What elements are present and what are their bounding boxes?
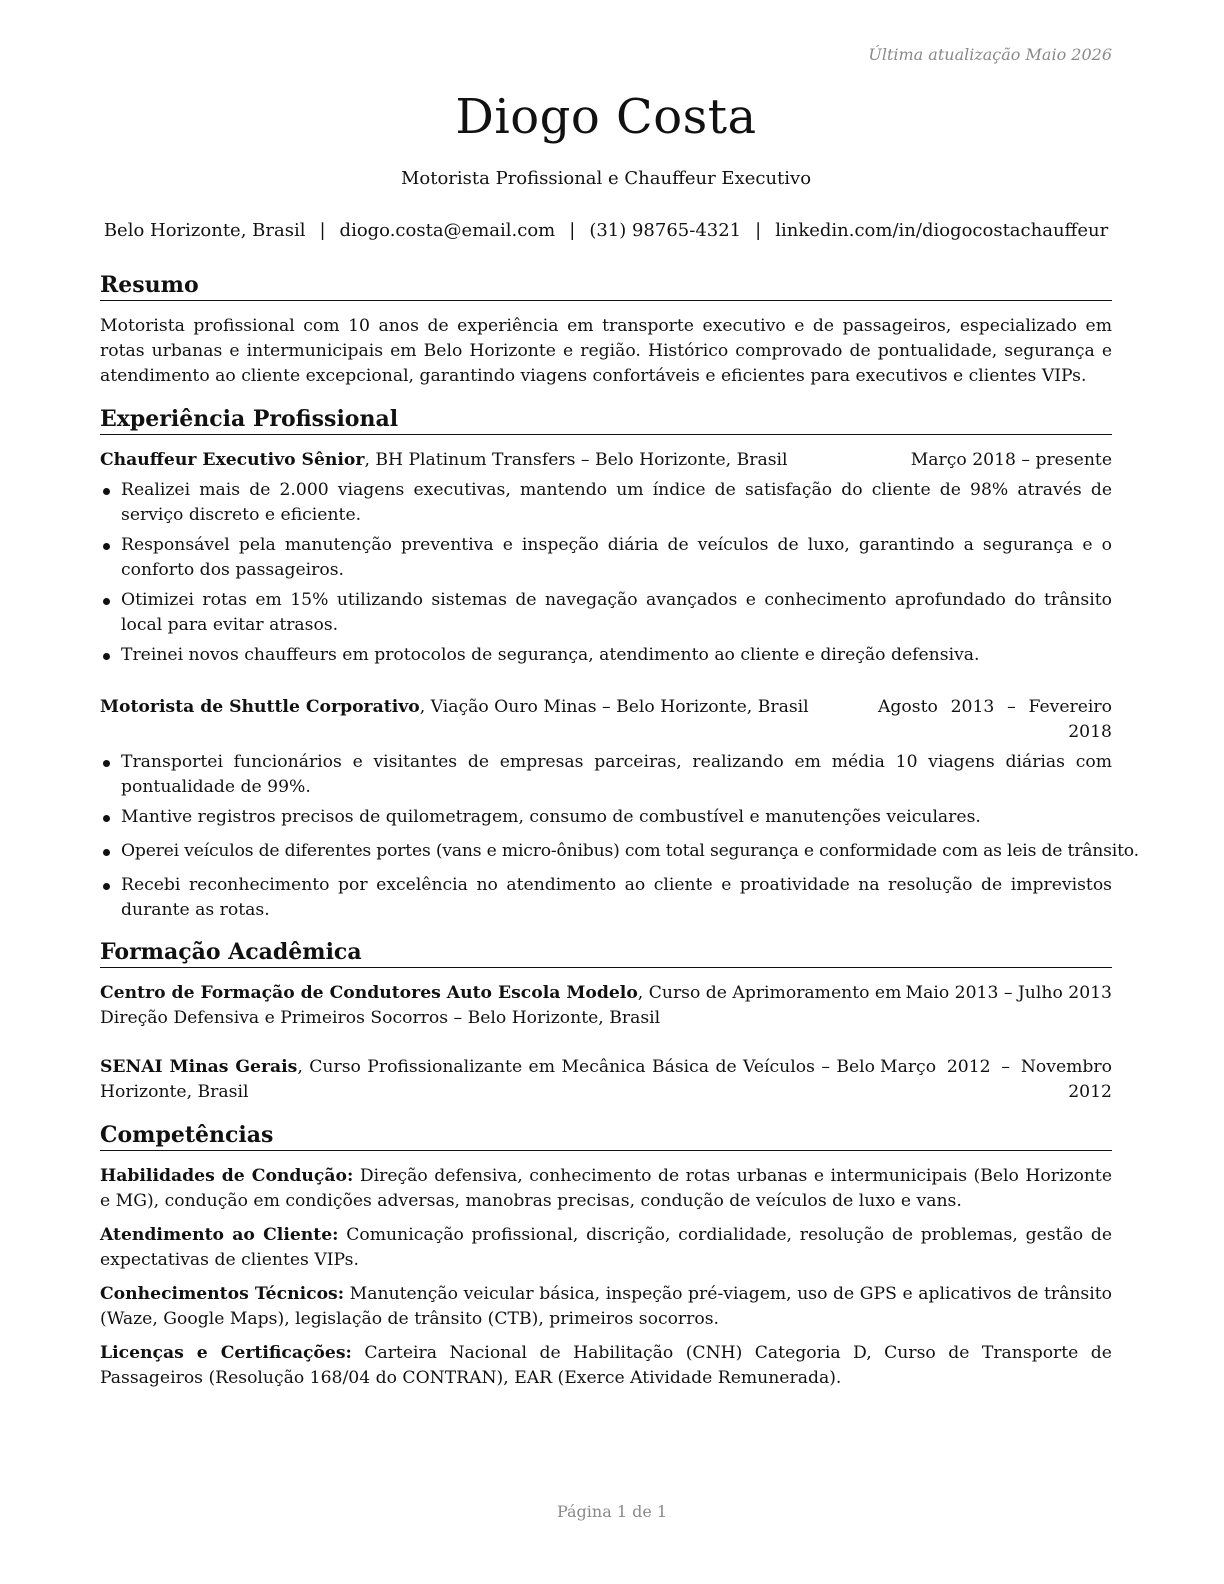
job-bullet-list	[100, 750, 1139, 923]
skill-item	[100, 1223, 1112, 1273]
job-bullet: Mantive registros precisos de quilometragem, consumo de combustível e manutenções veiculares.	[100, 805, 1112, 830]
skill-text: Direção defensiva, conhecimento de rotas urbanas e intermunicipais (Belo Horizonte e MG), condução em condições adversas, manobras precisas, condução de veículos de luxo e vans.	[100, 1166, 1113, 1211]
education-entry	[100, 1055, 1112, 1105]
education-school: SENAI Minas Gerais	[100, 1057, 298, 1077]
skill-label: Habilidades de Condução:	[100, 1166, 354, 1186]
education-entry	[100, 981, 1112, 1031]
job-header	[100, 448, 1112, 473]
section-title-experience: Experiência Profissional	[100, 405, 1112, 435]
contact-separator: |	[319, 220, 326, 241]
job-bullet: Transportei funcionários e visitantes de empresas parceiras, realizando em média 10 viagens diárias com pontualidade de 99%.	[100, 750, 1112, 800]
skill-item	[100, 1282, 1112, 1332]
job-bullet: Realizei mais de 2.000 viagens executivas, mantendo um índice de satisfação do cliente de 98% através de serviço discreto e eficiente.	[100, 478, 1112, 528]
education-description	[100, 1055, 875, 1105]
job-dates	[878, 695, 1112, 745]
job-role: Chauffeur Executivo Sênior	[100, 450, 365, 470]
job-title-line	[100, 448, 890, 473]
candidate-name: Diogo Costa	[455, 89, 757, 145]
section-title-skills: Competências	[100, 1121, 1112, 1151]
job-dates: Março 2018 – presente	[910, 450, 1112, 470]
last-updated-date: Última atualização Maio 2026	[868, 45, 1112, 64]
skill-text: Carteira Nacional de Habilitação (CNH) Categoria D, Curso de Transporte de Passageiros (Resolução 168/04 do CONTRAN), EAR (Exerce Atividade Remunerada).	[100, 1343, 1112, 1388]
skill-label: Atendimento ao Cliente:	[100, 1225, 339, 1245]
summary-text: Motorista profissional com 10 anos de experiência em transporte executivo e de passageiros, especializado em rotas urbanas e intermunicipais em Belo Horizonte e região. Histórico comprovado de pontualidade, segurança e atendimento ao cliente excepcional, garantindo viagens confortáveis e eficientes para executivos e clientes VIPs.	[100, 316, 1112, 386]
education-school: Centro de Formação de Condutores Auto Escola Modelo	[100, 983, 638, 1003]
job-company: , BH Platinum Transfers – Belo Horizonte, Brasil	[364, 450, 788, 470]
section-title-education: Formação Acadêmica	[100, 938, 1112, 968]
skill-item	[100, 1341, 1112, 1391]
skill-label: Licenças e Certificações:	[100, 1343, 352, 1363]
job-dates-line: 2018	[1068, 722, 1112, 742]
education-course-continued: Direção Defensiva e Primeiros Socorros – Belo Horizonte, Brasil	[100, 1008, 661, 1028]
education-dates-line: 2012	[1068, 1082, 1112, 1102]
job-company: , Viação Ouro Minas – Belo Horizonte, Brasil	[419, 697, 809, 717]
skill-text: Comunicação profissional, discrição, cordialidade, resolução de problemas, gestão de expectativas de clientes VIPs.	[100, 1225, 1112, 1270]
contact-email-link[interactable]: diogo.costa@email.com	[339, 220, 556, 241]
education-course-continued: Horizonte, Brasil	[100, 1082, 249, 1102]
contact-separator: |	[569, 220, 576, 241]
job-title-line	[100, 695, 860, 720]
job-bullet: Responsável pela manutenção preventiva e inspeção diária de veículos de luxo, garantindo a segurança e o conforto dos passageiros.	[100, 533, 1112, 583]
skill-label: Conhecimentos Técnicos:	[100, 1284, 345, 1304]
job-bullet: Operei veículos de diferentes portes (vans e micro-ônibus) com total segurança e conformidade com as leis de trânsito.	[100, 839, 1112, 864]
job-bullet: Recebi reconhecimento por excelência no atendimento ao cliente e proatividade na resolução de imprevistos durante as rotas.	[100, 873, 1112, 923]
contact-separator: |	[755, 220, 762, 241]
education-dates	[880, 1055, 1112, 1105]
education-dates: Maio 2013 – Julho 2013	[905, 983, 1112, 1003]
contact-linkedin-link[interactable]: linkedin.com/in/diogocostachauffeur	[775, 220, 1109, 241]
education-dates-line: Março 2012 – Novembro	[880, 1057, 1112, 1077]
skill-text: Manutenção veicular básica, inspeção pré-viagem, uso de GPS e aplicativos de trânsito (Waze, Google Maps), legislação de trânsito (CTB), primeiros socorros.	[100, 1284, 1112, 1329]
candidate-headline: Motorista Profissional e Chauffeur Executivo	[400, 168, 812, 189]
education-description	[100, 981, 902, 1031]
contact-line	[92, 219, 1120, 243]
job-dates-line: Agosto 2013 – Fevereiro	[878, 697, 1112, 717]
education-course: , Curso Profissionalizante em Mecânica Básica de Veículos – Belo	[297, 1057, 875, 1077]
section-title-summary: Resumo	[100, 271, 1112, 301]
job-role: Motorista de Shuttle Corporativo	[100, 697, 420, 717]
job-bullet: Treinei novos chauffeurs em protocolos de segurança, atendimento ao cliente e direção defensiva.	[100, 643, 1112, 668]
job-bullet: Otimizei rotas em 15% utilizando sistemas de navegação avançados e conhecimento aprofundado do trânsito local para evitar atrasos.	[100, 588, 1112, 638]
page-number: Página 1 de 1	[556, 1502, 668, 1521]
job-bullet-list	[100, 478, 1112, 668]
job-header	[100, 695, 1112, 745]
skill-item	[100, 1164, 1112, 1214]
education-course: , Curso de Aprimoramento em	[637, 983, 902, 1003]
contact-phone: (31) 98765-4321	[589, 220, 742, 241]
contact-location: Belo Horizonte, Brasil	[103, 220, 306, 241]
